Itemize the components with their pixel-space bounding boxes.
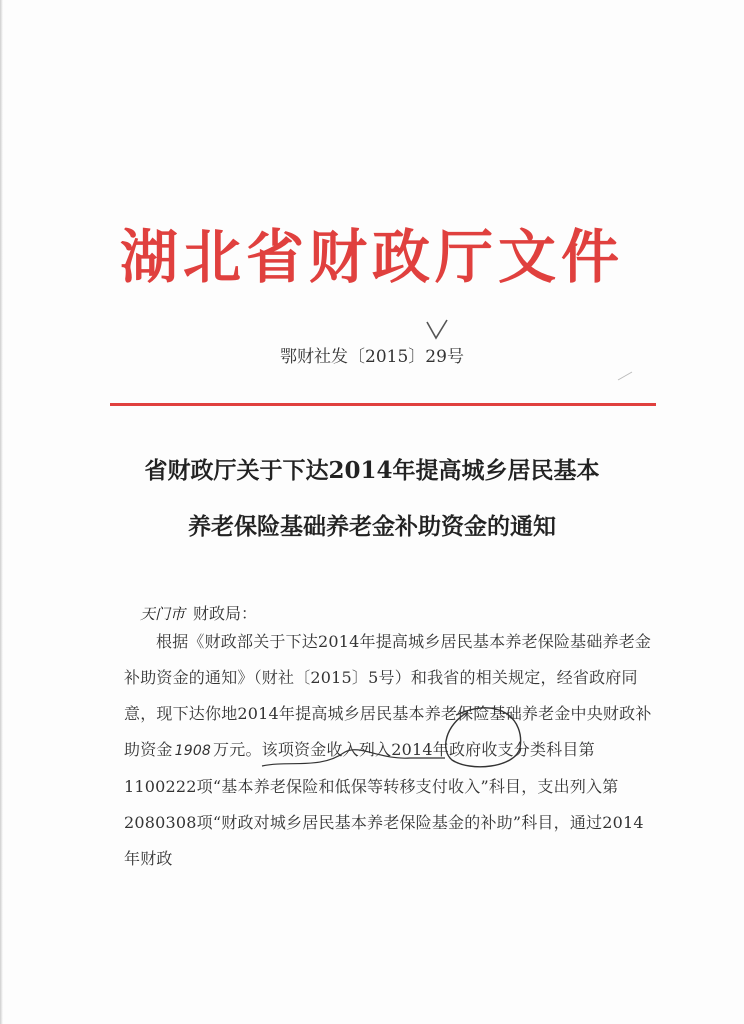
body-paragraph — [124, 624, 654, 877]
document-header-title: 湖北省财政厅文件 — [119, 223, 624, 291]
body-text-after-amount: 万元。该项资金收入列入2014年政府收支分类科目第1100222项“基本养老保险和低保等转移支付收入”科目，支出列入第2080308项“财政对城乡居民基本养老保险基金的补助”科目，通过2014年财政 — [124, 740, 644, 868]
notice-title-line-2: 养老保险基础养老金补助资金的通知 — [188, 513, 556, 540]
addressee-handwritten-city: 天门市 — [140, 605, 186, 623]
addressee — [140, 601, 257, 624]
subsidy-amount: 1908 — [174, 743, 212, 759]
body-text-before-amount: 根据《财政部关于下达2014年提高城乡居民基本养老保险基础养老金补助资金的通知》（财社〔2015〕5号）和我省的相关规定，经省政府同意，现下达你地2014年提高城乡居民基本养老保险基础养老金中央财政补助资金 — [124, 632, 652, 759]
margin-pencil-mark — [618, 372, 632, 380]
addressee-label: 财政局： — [193, 604, 258, 623]
document-number: 鄂财社发〔2015〕29号 — [280, 347, 464, 367]
red-divider — [110, 403, 656, 406]
check-mark-icon — [424, 318, 450, 342]
notice-title-line-1: 省财政厅关于下达2014年提高城乡居民基本 — [144, 457, 600, 484]
